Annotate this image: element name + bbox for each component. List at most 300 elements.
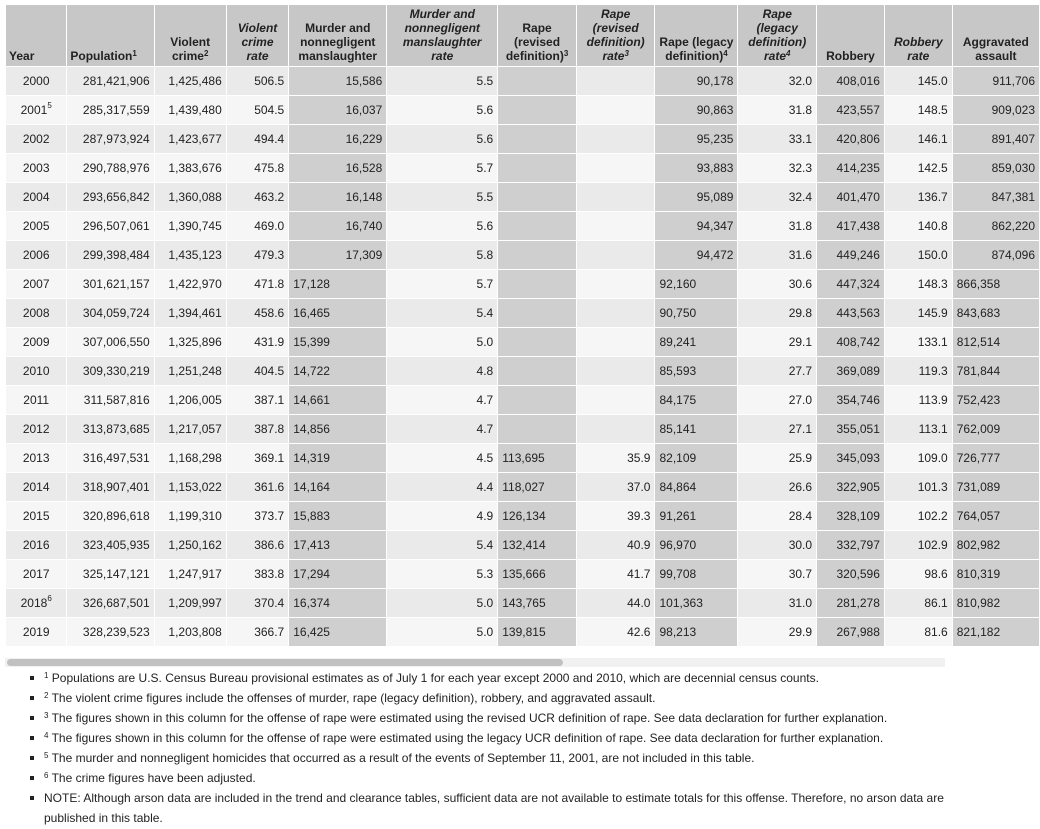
table-row: [6, 618, 1039, 646]
table-cell: 1,390,745: [155, 212, 226, 240]
table-cell: 387.1: [227, 386, 288, 414]
footnote-marker: 1: [132, 49, 137, 58]
column-header-label: Robbery rate: [893, 35, 943, 63]
table-cell: 15,399: [289, 328, 386, 356]
table-cell: 140.8: [885, 212, 952, 240]
table-row: [6, 589, 1039, 617]
column-header: [577, 5, 655, 66]
table-cell: 373.7: [227, 502, 288, 530]
table-cell: 1,209,997: [155, 589, 226, 617]
year-cell: [6, 415, 66, 443]
table-cell: [577, 299, 655, 327]
table-cell: 383.8: [227, 560, 288, 588]
table-cell: 5.0: [387, 328, 497, 356]
year-cell: [6, 154, 66, 182]
table-cell: [498, 357, 576, 385]
table-cell: 891,407: [953, 125, 1039, 153]
year-cell: [6, 183, 66, 211]
table-cell: [498, 270, 576, 298]
table-cell: 90,178: [655, 67, 737, 95]
table-cell: 290,788,976: [67, 154, 153, 182]
year-value: 2003: [22, 161, 50, 175]
year-cell: [6, 125, 66, 153]
table-cell: 479.3: [227, 241, 288, 269]
table-cell: 145.0: [885, 67, 952, 95]
year-value: 2001: [20, 103, 48, 117]
year-value: 2005: [22, 219, 50, 233]
table-cell: 4.4: [387, 473, 497, 501]
column-header: [885, 5, 952, 66]
table-cell: 463.2: [227, 183, 288, 211]
table-cell: 102.9: [885, 531, 952, 559]
year-cell: [6, 96, 66, 124]
table-cell: 361.6: [227, 473, 288, 501]
footnote-marker: 3: [624, 49, 629, 58]
table-viewport[interactable]: [5, 4, 1035, 656]
footnote-marker: 2: [203, 49, 209, 58]
footnote-marker: 3: [44, 711, 49, 720]
table-cell: 332,797: [817, 531, 884, 559]
table-cell: 136.7: [885, 183, 952, 211]
year-cell: [6, 618, 66, 646]
table-cell: 146.1: [885, 125, 952, 153]
table-cell: 326,687,501: [67, 589, 153, 617]
table-cell: 148.3: [885, 270, 952, 298]
table-cell: 328,239,523: [67, 618, 153, 646]
year-value: 2010: [22, 364, 50, 378]
table-cell: 126,134: [498, 502, 576, 530]
year-value: 2015: [22, 509, 50, 523]
table-cell: 5.5: [387, 67, 497, 95]
table-cell: 30.0: [738, 531, 816, 559]
column-header-label: Robbery: [826, 49, 875, 63]
table-cell: 142.5: [885, 154, 952, 182]
year-value: 2019: [22, 625, 50, 639]
table-cell: 447,324: [817, 270, 884, 298]
table-cell: 449,246: [817, 241, 884, 269]
table-cell: 354,746: [817, 386, 884, 414]
table-row: [6, 125, 1039, 153]
table-row: [6, 96, 1039, 124]
year-cell: [6, 67, 66, 95]
table-cell: 86.1: [885, 589, 952, 617]
table-cell: 102.2: [885, 502, 952, 530]
table-cell: 15,883: [289, 502, 386, 530]
table-cell: 33.1: [738, 125, 816, 153]
table-cell: 16,148: [289, 183, 386, 211]
table-row: [6, 241, 1039, 269]
table-cell: 143,765: [498, 589, 576, 617]
table-cell: [498, 415, 576, 443]
table-cell: 1,168,298: [155, 444, 226, 472]
column-header-label: Rape (legacy definition) rate: [748, 7, 807, 63]
table-cell: 5.4: [387, 299, 497, 327]
table-cell: 16,425: [289, 618, 386, 646]
table-cell: 119.3: [885, 357, 952, 385]
table-row: [6, 473, 1039, 501]
table-cell: 874,096: [953, 241, 1039, 269]
column-header: [738, 5, 816, 66]
footnote-text: The murder and nonnegligent homicides that occurred as a result of the events of September 11, 2001, are not included in this table.: [51, 751, 755, 765]
table-cell: 98,213: [655, 618, 737, 646]
table-cell: 431.9: [227, 328, 288, 356]
table-cell: 113.9: [885, 386, 952, 414]
table-cell: 37.0: [577, 473, 655, 501]
table-cell: 318,907,401: [67, 473, 153, 501]
table-cell: 16,037: [289, 96, 386, 124]
table-cell: 355,051: [817, 415, 884, 443]
table-cell: 731,089: [953, 473, 1039, 501]
column-header: [6, 5, 66, 66]
table-cell: 16,374: [289, 589, 386, 617]
year-cell: [6, 357, 66, 385]
table-cell: 17,309: [289, 241, 386, 269]
footnote-item: [30, 728, 960, 748]
table-row: [6, 67, 1039, 95]
table-cell: 5.0: [387, 589, 497, 617]
table-row: [6, 386, 1039, 414]
column-header: [498, 5, 576, 66]
table-cell: [577, 67, 655, 95]
table-cell: 1,425,486: [155, 67, 226, 95]
table-cell: 99,708: [655, 560, 737, 588]
year-value: 2002: [22, 132, 50, 146]
table-cell: 89,241: [655, 328, 737, 356]
table-cell: 27.0: [738, 386, 816, 414]
table-cell: 4.8: [387, 357, 497, 385]
table-cell: [577, 357, 655, 385]
table-cell: 843,683: [953, 299, 1039, 327]
column-header-label: Population: [70, 49, 133, 63]
year-cell: [6, 212, 66, 240]
table-cell: 90,863: [655, 96, 737, 124]
table-cell: 101,363: [655, 589, 737, 617]
table-cell: 90,750: [655, 299, 737, 327]
header-row: [6, 5, 1039, 66]
table-cell: 113,695: [498, 444, 576, 472]
table-cell: 423,557: [817, 96, 884, 124]
table-cell: [577, 96, 655, 124]
table-cell: 14,856: [289, 415, 386, 443]
table-cell: 42.6: [577, 618, 655, 646]
table-cell: 4.7: [387, 386, 497, 414]
year-value: 2012: [22, 422, 50, 436]
table-cell: 85,593: [655, 357, 737, 385]
table-cell: 82,109: [655, 444, 737, 472]
column-header-label: Violent crime rate: [237, 21, 278, 63]
table-cell: 404.5: [227, 357, 288, 385]
table-cell: 370.4: [227, 589, 288, 617]
table-cell: 821,182: [953, 618, 1039, 646]
table-cell: [498, 299, 576, 327]
table-cell: 366.7: [227, 618, 288, 646]
column-header: [387, 5, 497, 66]
table-row: [6, 154, 1039, 182]
table-cell: [577, 183, 655, 211]
table-cell: 862,220: [953, 212, 1039, 240]
table-cell: 30.6: [738, 270, 816, 298]
table-cell: [498, 328, 576, 356]
year-value: 2007: [22, 277, 50, 291]
table-cell: 4.7: [387, 415, 497, 443]
footnote-text: The figures shown in this column for the offense of rape were estimated using the legacy UCR definition of rape. See data declaration for further explanation.: [51, 731, 884, 745]
year-cell: [6, 502, 66, 530]
footnote-item: [30, 768, 960, 788]
table-cell: 1,247,917: [155, 560, 226, 588]
table-cell: 1,206,005: [155, 386, 226, 414]
column-header: [953, 5, 1039, 66]
table-cell: 4.9: [387, 502, 497, 530]
footnote-marker: 1: [44, 671, 49, 680]
table-cell: 40.9: [577, 531, 655, 559]
table-row: [6, 444, 1039, 472]
footnote-marker: 6: [47, 594, 52, 603]
table-cell: 14,722: [289, 357, 386, 385]
column-header: [655, 5, 737, 66]
table-cell: 29.9: [738, 618, 816, 646]
table-cell: 847,381: [953, 183, 1039, 211]
table-cell: 504.5: [227, 96, 288, 124]
table-cell: [498, 154, 576, 182]
table-cell: 311,587,816: [67, 386, 153, 414]
table-cell: 150.0: [885, 241, 952, 269]
column-header-label: Violent crime: [170, 35, 211, 63]
table-cell: 31.0: [738, 589, 816, 617]
table-cell: 802,982: [953, 531, 1039, 559]
table-cell: 32.4: [738, 183, 816, 211]
column-header: [817, 5, 884, 66]
table-cell: 911,706: [953, 67, 1039, 95]
year-cell: [6, 560, 66, 588]
table-cell: 387.8: [227, 415, 288, 443]
table-cell: 118,027: [498, 473, 576, 501]
table-cell: 39.3: [577, 502, 655, 530]
table-cell: 1,423,677: [155, 125, 226, 153]
footnote-item: [30, 668, 960, 688]
year-cell: [6, 299, 66, 327]
year-value: 2008: [22, 306, 50, 320]
table-cell: 369.1: [227, 444, 288, 472]
table-cell: 369,089: [817, 357, 884, 385]
table-cell: 1,199,310: [155, 502, 226, 530]
table-cell: 325,147,121: [67, 560, 153, 588]
table-row: [6, 270, 1039, 298]
table-cell: 494.4: [227, 125, 288, 153]
table-cell: 139,815: [498, 618, 576, 646]
table-cell: 16,465: [289, 299, 386, 327]
table-cell: 414,235: [817, 154, 884, 182]
table-cell: 810,319: [953, 560, 1039, 588]
footnote-marker: 5: [44, 751, 49, 760]
table-cell: [577, 328, 655, 356]
footnotes-list: [30, 668, 960, 828]
table-cell: 26.6: [738, 473, 816, 501]
table-cell: 5.6: [387, 96, 497, 124]
year-cell: [6, 241, 66, 269]
horizontal-scrollbar[interactable]: [5, 658, 945, 667]
scrollbar-thumb[interactable]: [7, 659, 563, 666]
table-row: [6, 212, 1039, 240]
table-cell: 98.6: [885, 560, 952, 588]
table-row: [6, 357, 1039, 385]
table-cell: 41.7: [577, 560, 655, 588]
table-cell: 5.5: [387, 183, 497, 211]
table-cell: 764,057: [953, 502, 1039, 530]
table-cell: 16,229: [289, 125, 386, 153]
table-cell: 281,421,906: [67, 67, 153, 95]
table-cell: 313,873,685: [67, 415, 153, 443]
table-cell: 781,844: [953, 357, 1039, 385]
table-cell: 328,109: [817, 502, 884, 530]
table-cell: 309,330,219: [67, 357, 153, 385]
table-cell: 386.6: [227, 531, 288, 559]
table-cell: 95,089: [655, 183, 737, 211]
year-value: 2018: [20, 596, 48, 610]
table-cell: 267,988: [817, 618, 884, 646]
table-cell: 1,435,123: [155, 241, 226, 269]
footnote-marker: 6: [44, 771, 49, 780]
footnote-item: [30, 708, 960, 728]
table-cell: [577, 415, 655, 443]
table-cell: [577, 241, 655, 269]
table-cell: 5.8: [387, 241, 497, 269]
year-cell: [6, 270, 66, 298]
table-cell: 812,514: [953, 328, 1039, 356]
table-cell: [498, 212, 576, 240]
footnote-text: Populations are U.S. Census Bureau provisional estimates as of July 1 for each year except 2000 and 2010, which are decennial census counts.: [51, 671, 819, 685]
column-header-label: Murder and nonnegligent manslaughter: [298, 21, 378, 63]
table-cell: 1,153,022: [155, 473, 226, 501]
table-cell: 1,325,896: [155, 328, 226, 356]
table-cell: 101.3: [885, 473, 952, 501]
table-cell: [498, 386, 576, 414]
footnote-marker: 2: [44, 691, 49, 700]
table-cell: [577, 125, 655, 153]
column-header-label: Rape (revised definition) rate: [586, 7, 645, 63]
year-cell: [6, 444, 66, 472]
table-cell: 1,383,676: [155, 154, 226, 182]
column-header-label: Rape (revised definition): [505, 21, 564, 63]
table-cell: 5.6: [387, 212, 497, 240]
column-header: [67, 5, 153, 66]
table-cell: 726,777: [953, 444, 1039, 472]
table-cell: 96,970: [655, 531, 737, 559]
table-cell: 1,250,162: [155, 531, 226, 559]
table-cell: 417,438: [817, 212, 884, 240]
table-cell: [577, 154, 655, 182]
table-cell: 316,497,531: [67, 444, 153, 472]
table-cell: 752,423: [953, 386, 1039, 414]
table-cell: [498, 96, 576, 124]
table-cell: 420,806: [817, 125, 884, 153]
table-cell: 32.3: [738, 154, 816, 182]
table-cell: 35.9: [577, 444, 655, 472]
table-cell: 93,883: [655, 154, 737, 182]
table-cell: 285,317,559: [67, 96, 153, 124]
footnote-text: The violent crime figures include the offenses of murder, rape (legacy definition), robbery, and aggravated assault.: [51, 691, 656, 705]
year-cell: [6, 589, 66, 617]
table-cell: 145.9: [885, 299, 952, 327]
year-cell: [6, 328, 66, 356]
table-cell: 471.8: [227, 270, 288, 298]
table-cell: [498, 125, 576, 153]
table-row: [6, 299, 1039, 327]
table-cell: 443,563: [817, 299, 884, 327]
table-cell: 91,261: [655, 502, 737, 530]
table-row: [6, 531, 1039, 559]
year-cell: [6, 531, 66, 559]
table-cell: 109.0: [885, 444, 952, 472]
table-cell: 408,742: [817, 328, 884, 356]
year-value: 2017: [22, 567, 50, 581]
table-cell: 95,235: [655, 125, 737, 153]
table-cell: 17,294: [289, 560, 386, 588]
table-cell: 16,528: [289, 154, 386, 182]
table-row: [6, 328, 1039, 356]
table-cell: 30.7: [738, 560, 816, 588]
table-cell: 909,023: [953, 96, 1039, 124]
table-cell: 32.0: [738, 67, 816, 95]
footnote-marker: 5: [47, 101, 52, 110]
table-cell: 1,422,970: [155, 270, 226, 298]
table-cell: 81.6: [885, 618, 952, 646]
table-cell: 5.4: [387, 531, 497, 559]
table-cell: 1,217,057: [155, 415, 226, 443]
table-cell: 84,175: [655, 386, 737, 414]
table-cell: 27.7: [738, 357, 816, 385]
column-header-label: Aggravated assault: [962, 35, 1029, 63]
table-cell: 469.0: [227, 212, 288, 240]
table-cell: 4.5: [387, 444, 497, 472]
year-cell: [6, 386, 66, 414]
table-cell: 506.5: [227, 67, 288, 95]
table-cell: [577, 386, 655, 414]
table-cell: 28.4: [738, 502, 816, 530]
table-cell: 84,864: [655, 473, 737, 501]
table-cell: 29.1: [738, 328, 816, 356]
table-cell: 299,398,484: [67, 241, 153, 269]
crime-trend-table: [5, 4, 1040, 647]
footnote-item: [30, 788, 960, 828]
column-header: [227, 5, 288, 66]
footnote-text: NOTE: Although arson data are included in the trend and clearance tables, sufficient data are not available to estimate totals for this offense. Therefore, no arson data are published in this table.: [44, 791, 944, 825]
table-cell: 133.1: [885, 328, 952, 356]
footnote-text: The figures shown in this column for the offense of rape were estimated using the revised UCR definition of rape. See data declaration for further explanation.: [51, 711, 888, 725]
table-cell: 14,164: [289, 473, 386, 501]
table-cell: 322,905: [817, 473, 884, 501]
table-cell: 94,472: [655, 241, 737, 269]
table-cell: 113.1: [885, 415, 952, 443]
year-value: 2004: [22, 190, 50, 204]
table-cell: 1,203,808: [155, 618, 226, 646]
footnote-marker: 4: [786, 49, 791, 58]
year-value: 2006: [22, 248, 50, 262]
table-cell: 17,128: [289, 270, 386, 298]
table-cell: 94,347: [655, 212, 737, 240]
table-cell: 5.6: [387, 125, 497, 153]
table-cell: 301,621,157: [67, 270, 153, 298]
table-cell: 475.8: [227, 154, 288, 182]
table-cell: 29.8: [738, 299, 816, 327]
table-cell: 44.0: [577, 589, 655, 617]
table-cell: 307,006,550: [67, 328, 153, 356]
table-cell: 85,141: [655, 415, 737, 443]
table-cell: 135,666: [498, 560, 576, 588]
year-cell: [6, 473, 66, 501]
table-row: [6, 560, 1039, 588]
table-row: [6, 183, 1039, 211]
table-cell: 27.1: [738, 415, 816, 443]
